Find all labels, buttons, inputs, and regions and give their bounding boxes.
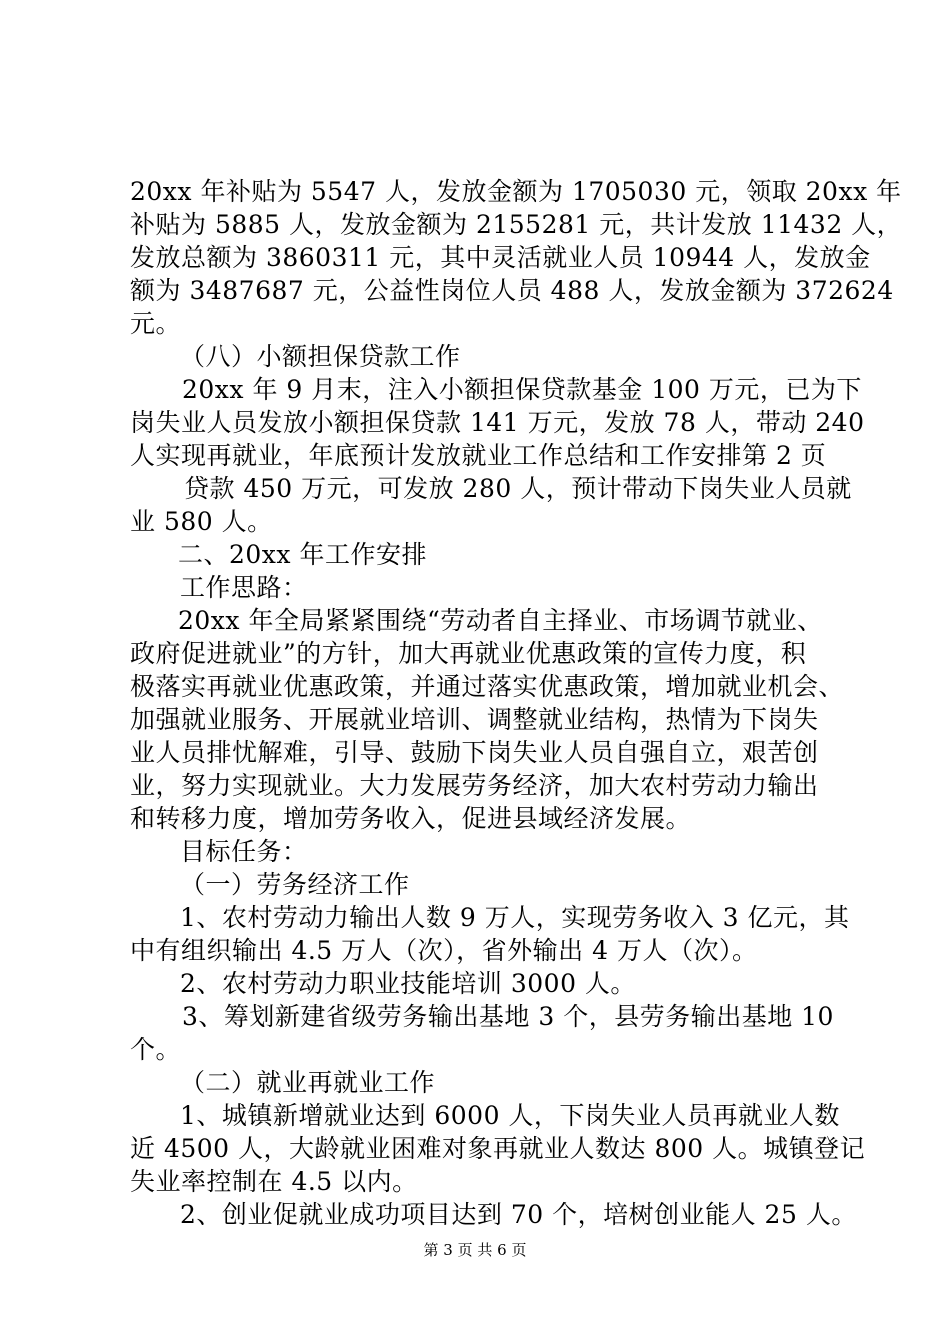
text-line: 人实现再就业，年底预计发放就业工作总结和工作安排第 2 页 xyxy=(130,441,827,470)
text-line: 3、筹划新建省级劳务输出基地 3 个，县劳务输出基地 10 xyxy=(182,1002,834,1031)
text-line: 贷款 450 万元，可发放 280 人，预计带动下岗失业人员就 xyxy=(184,474,852,503)
text-line: 业人员排忧解难，引导、鼓励下岗失业人员自强自立，艰苦创 xyxy=(130,738,819,767)
text-line: 发放总额为 3860311 元，其中灵活就业人员 10944 人，发放金 xyxy=(130,243,871,272)
text-line: 极落实再就业优惠政策，并通过落实优惠政策，增加就业机会、 xyxy=(130,672,845,701)
text-line: 业 580 人。 xyxy=(130,507,273,536)
text-line: 2、创业促就业成功项目达到 70 个，培树创业能人 25 人。 xyxy=(180,1200,857,1229)
page-number-footer: 第 3 页 共 6 页 xyxy=(423,1241,527,1259)
text-line: 近 4500 人，大龄就业困难对象再就业人数达 800 人。城镇登记 xyxy=(130,1134,866,1163)
text-line: 失业率控制在 4.5 以内。 xyxy=(130,1167,418,1196)
text-line: 20xx 年全局紧紧围绕“劳动者自主择业、市场调节就业、 xyxy=(178,606,823,635)
section-heading: （二）就业再就业工作 xyxy=(180,1068,436,1097)
text-line: 2、农村劳动力职业技能培训 3000 人。 xyxy=(180,969,636,998)
text-line: 补贴为 5885 人，发放金额为 2155281 元，共计发放 11432 人， xyxy=(130,210,903,239)
text-line: 政府促进就业”的方针，加大再就业优惠政策的宣传力度，积 xyxy=(130,639,807,668)
section-heading: （八）小额担保贷款工作 xyxy=(180,342,461,371)
text-line: 中有组织输出 4.5 万人（次），省外输出 4 万人（次）。 xyxy=(130,936,758,965)
text-line: 和转移力度，增加劳务收入，促进县域经济发展。 xyxy=(130,804,692,833)
text-line: 20xx 年 9 月末，注入小额担保贷款基金 100 万元，已为下 xyxy=(182,375,862,404)
section-heading: （一）劳务经济工作 xyxy=(180,870,410,899)
text-line: 岗失业人员发放小额担保贷款 141 万元，发放 78 人，带动 240 xyxy=(130,408,865,437)
text-line: 1、城镇新增就业达到 6000 人，下岗失业人员再就业人数 xyxy=(180,1101,840,1130)
text-line: 个。 xyxy=(130,1035,182,1064)
text-line: 业，努力实现就业。大力发展劳务经济，加大农村劳动力输出 xyxy=(130,771,819,800)
section-heading: 目标任务： xyxy=(180,837,308,866)
text-line: 加强就业服务、开展就业培训、调整就业结构，热情为下岗失 xyxy=(130,705,819,734)
section-heading: 二、20xx 年工作安排 xyxy=(178,540,427,569)
text-line: 20xx 年补贴为 5547 人，发放金额为 1705030 元，领取 20xx 年 xyxy=(130,177,902,206)
text-line: 1、农村劳动力输出人数 9 万人，实现劳务收入 3 亿元，其 xyxy=(180,903,850,932)
text-line: 工作思路： xyxy=(180,573,308,602)
text-line: 额为 3487687 元，公益性岗位人员 488 人，发放金额为 372624 xyxy=(130,276,894,305)
text-line: 元。 xyxy=(130,309,182,338)
